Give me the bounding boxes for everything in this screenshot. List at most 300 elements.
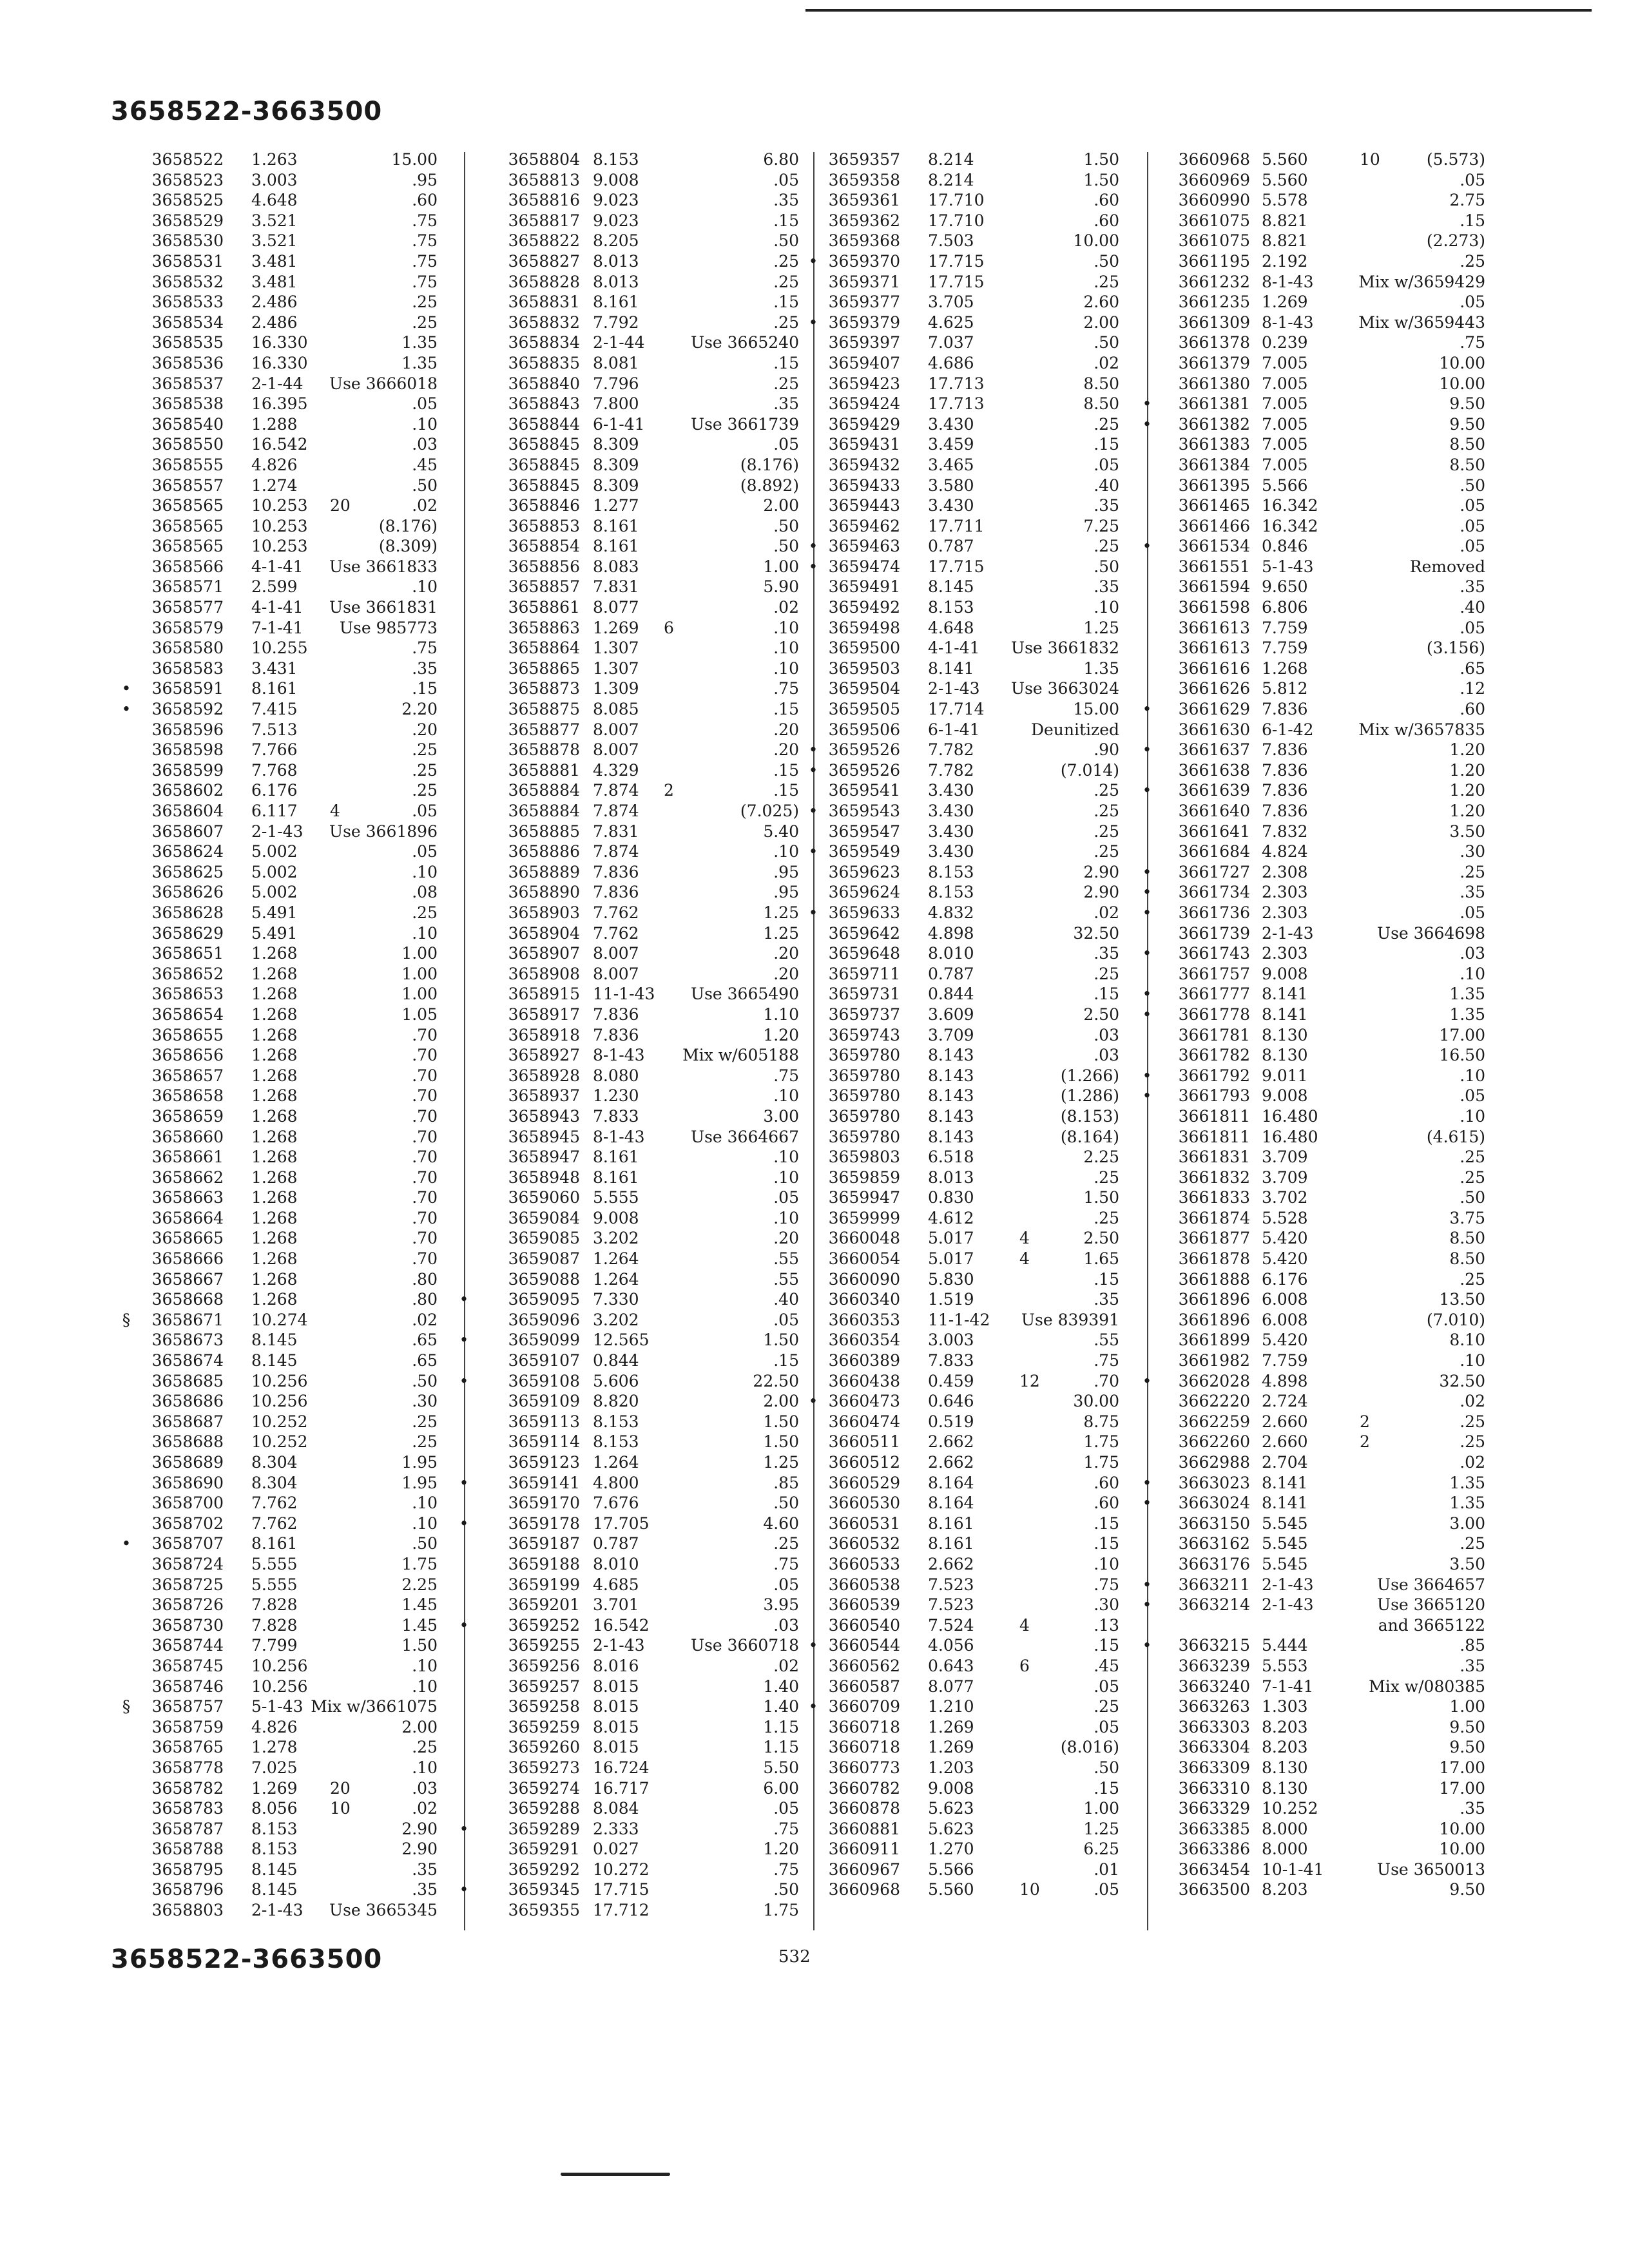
part-value: 4.056: [928, 1636, 974, 1655]
list-item: [137, 964, 472, 985]
price-or-note: Mix w/3661075: [311, 1697, 438, 1716]
row-marker: •: [1142, 394, 1152, 414]
price-or-note: 30.00: [1073, 1392, 1119, 1411]
part-value: 7.836: [1262, 802, 1308, 820]
list-item: [813, 1656, 1148, 1677]
part-value: 5.420: [1262, 1249, 1308, 1269]
list-item: [464, 353, 815, 374]
list-item: [464, 720, 815, 740]
price-or-note: .50: [773, 1880, 799, 1899]
part-number: 3660532: [828, 1534, 900, 1553]
part-value: 8.007: [593, 740, 639, 760]
part-value: 8.143: [928, 1066, 974, 1085]
part-number: 3663023: [1178, 1473, 1250, 1492]
part-value: 8.143: [928, 1086, 974, 1106]
part-number: 3661534: [1178, 537, 1250, 556]
part-value: 2.662: [928, 1554, 974, 1573]
list-item: [1147, 190, 1498, 211]
part-number: 3661982: [1178, 1351, 1250, 1370]
part-number: 3658700: [151, 1494, 224, 1513]
part-number: 3658629: [151, 923, 224, 943]
part-number: 3659113: [508, 1412, 580, 1431]
part-number: 3658724: [151, 1554, 224, 1573]
part-number: 3659397: [828, 333, 900, 352]
row-marker: •: [1142, 414, 1152, 434]
part-value: 3.705: [928, 293, 974, 312]
part-value: 8.153: [593, 150, 639, 169]
price-or-note: .25: [1460, 1168, 1485, 1187]
price-or-note: 1.95: [401, 1453, 438, 1472]
list-item: [464, 903, 815, 923]
price-or-note: 8.50: [1449, 435, 1485, 454]
price-or-note: 1.25: [763, 1453, 799, 1472]
part-number: 3658804: [508, 150, 580, 169]
price-or-note: .25: [1460, 1412, 1485, 1431]
part-number: 3658532: [151, 272, 224, 291]
list-item: [464, 1432, 815, 1452]
part-value: 0.830: [928, 1188, 974, 1207]
part-number: 3658624: [151, 842, 224, 861]
part-value: 6.806: [1262, 598, 1308, 617]
price-or-note: .12: [1460, 679, 1485, 698]
part-number: 3659623: [828, 862, 900, 881]
list-item: [813, 1004, 1148, 1025]
part-number: 3658725: [151, 1575, 224, 1594]
price-or-note: 2.75: [1449, 191, 1485, 210]
part-number: 3659743: [828, 1025, 900, 1044]
part-number: 3658707: [151, 1534, 224, 1553]
list-item: [137, 1168, 472, 1188]
part-number: 3658745: [151, 1656, 224, 1675]
part-value: 8.141: [1262, 985, 1308, 1004]
part-number: 3663454: [1178, 1860, 1250, 1879]
part-value: 5.606: [593, 1371, 639, 1390]
part-number: 3658795: [151, 1860, 224, 1879]
list-item: [813, 414, 1148, 435]
part-number: 3661232: [1178, 272, 1250, 291]
list-item: [137, 1554, 472, 1575]
part-value: 8.141: [1262, 1004, 1308, 1024]
part-value: 5.578: [1262, 191, 1308, 210]
part-value: 10.253: [251, 516, 308, 535]
list-item: [464, 1860, 815, 1880]
price-or-note: 2.25: [1083, 1148, 1119, 1167]
list-item: [137, 272, 472, 293]
list-item: [464, 149, 815, 170]
part-number: 3658890: [508, 883, 580, 902]
list-item: [808, 740, 1148, 760]
price-or-note: .35: [1094, 944, 1119, 963]
price-or-note: .02: [412, 1799, 438, 1818]
part-value: 10.256: [251, 1677, 308, 1696]
part-number: 3659096: [508, 1310, 580, 1329]
list-item: [121, 678, 472, 699]
part-number: 3660438: [828, 1371, 900, 1390]
price-or-note: .80: [412, 1269, 438, 1289]
part-number: 3661896: [1178, 1310, 1250, 1329]
part-value: 8.820: [593, 1392, 639, 1411]
part-number: 3658665: [151, 1229, 224, 1248]
bottom-rule: [561, 2173, 670, 2176]
list-item: [137, 1595, 472, 1615]
price-or-note: .10: [1460, 1351, 1485, 1370]
list-item: [137, 170, 472, 191]
price-or-note: 2.50: [1083, 1229, 1119, 1248]
price-or-note: .70: [412, 1168, 438, 1187]
list-item: [813, 882, 1148, 903]
part-value: 7.768: [251, 760, 298, 780]
part-value: 16.480: [1262, 1127, 1318, 1146]
part-number: 3663214: [1178, 1595, 1250, 1615]
page-number: 532: [778, 1947, 811, 1966]
part-value: 1.210: [928, 1697, 974, 1716]
price-or-note: 2.90: [401, 1840, 438, 1859]
part-number: 3660911: [828, 1840, 900, 1859]
quantity: 2: [664, 781, 674, 800]
price-or-note: .10: [1460, 964, 1485, 983]
part-value: 8.143: [928, 1046, 974, 1065]
part-value: 4.648: [251, 191, 298, 210]
list-item: [808, 903, 1148, 923]
part-number: 3659357: [828, 150, 900, 169]
row-marker: •: [459, 1880, 469, 1899]
list-item: [137, 1025, 472, 1046]
price-or-note: .70: [412, 1066, 438, 1085]
part-number: 3661888: [1178, 1269, 1250, 1289]
price-or-note: .65: [412, 1351, 438, 1370]
part-number: 3661382: [1178, 414, 1250, 434]
part-value: 3.702: [1262, 1188, 1308, 1207]
list-item: [1147, 841, 1498, 862]
part-number: 3658726: [151, 1595, 224, 1615]
list-item: [813, 618, 1148, 639]
part-number: 3660718: [828, 1717, 900, 1736]
part-number: 3658565: [151, 516, 224, 535]
price-or-note: (2.273): [1426, 231, 1485, 251]
part-value: 1.264: [593, 1269, 639, 1289]
list-item: [464, 1228, 815, 1249]
part-number: 3658580: [151, 639, 224, 658]
list-item: [808, 1696, 1148, 1717]
price-or-note: Use 3660718: [691, 1636, 799, 1655]
part-value: 2.486: [251, 293, 298, 312]
part-number: 3661629: [1178, 700, 1250, 719]
price-or-note: .25: [1094, 414, 1119, 434]
price-or-note: .35: [1460, 883, 1485, 902]
part-number: 3658591: [151, 679, 224, 698]
part-value: 8.164: [928, 1494, 974, 1513]
list-item: [137, 516, 472, 537]
price-or-note: 6.25: [1083, 1840, 1119, 1859]
part-number: 3663386: [1178, 1840, 1250, 1859]
price-or-note: .35: [1460, 577, 1485, 597]
part-value: 7.762: [251, 1514, 298, 1533]
list-item: [1147, 1106, 1498, 1127]
list-item: [1142, 414, 1498, 435]
list-item: [813, 943, 1148, 964]
part-value: 7-1-41: [251, 618, 304, 637]
price-or-note: .30: [412, 1392, 438, 1411]
part-value: 4.686: [928, 353, 974, 372]
price-or-note: .75: [773, 1819, 799, 1838]
list-item: [137, 1187, 472, 1208]
list-item: [1142, 394, 1498, 414]
part-number: 3658828: [508, 272, 580, 291]
price-or-note: 1.15: [763, 1738, 799, 1757]
part-value: 3.465: [928, 455, 974, 474]
list-item: [137, 1575, 472, 1595]
part-number: 3660968: [1178, 150, 1250, 169]
part-value: 8.214: [928, 170, 974, 189]
price-or-note: .45: [412, 455, 438, 474]
list-item: [464, 292, 815, 312]
part-number: 3658686: [151, 1392, 224, 1411]
part-value: 8.084: [593, 1799, 639, 1818]
price-or-note: .25: [412, 312, 438, 332]
price-or-note: .10: [412, 1494, 438, 1513]
list-item: [1142, 1066, 1498, 1086]
part-number: 3658918: [508, 1025, 580, 1044]
part-number: 3659462: [828, 516, 900, 535]
price-or-note: .10: [1094, 598, 1119, 617]
price-or-note: .15: [412, 679, 438, 698]
list-item: [1147, 1350, 1498, 1371]
quantity: 12: [1019, 1371, 1040, 1390]
part-value: 8-1-43: [1262, 312, 1314, 332]
part-number: 3660511: [828, 1432, 900, 1452]
part-number: 3658659: [151, 1106, 224, 1126]
price-or-note: .25: [773, 251, 799, 271]
price-or-note: 9.50: [1449, 1717, 1485, 1736]
price-or-note: .03: [1460, 944, 1485, 963]
list-item: [1147, 1656, 1498, 1677]
part-number: 3658565: [151, 496, 224, 515]
list-item: [813, 1432, 1148, 1452]
part-number: 3658689: [151, 1453, 224, 1472]
part-value: 3.430: [928, 781, 974, 800]
price-or-note: 2.00: [1083, 312, 1119, 332]
part-number: 3658685: [151, 1371, 224, 1390]
list-item: [808, 1391, 1148, 1412]
list-item: [137, 658, 472, 679]
part-value: 3.481: [251, 251, 298, 271]
list-item: [464, 1249, 815, 1269]
list-item: [137, 720, 472, 740]
price-or-note: (1.266): [1060, 1066, 1119, 1085]
price-or-note: .10: [412, 414, 438, 434]
part-value: 10.256: [251, 1392, 308, 1411]
part-number: 3658656: [151, 1046, 224, 1065]
part-value: 5.553: [1262, 1656, 1308, 1675]
list-item: [813, 149, 1148, 170]
price-or-note: .10: [412, 923, 438, 943]
price-or-note: .75: [412, 211, 438, 230]
part-value: 10.253: [251, 537, 308, 556]
part-number: 3660353: [828, 1310, 900, 1329]
list-item: [137, 638, 472, 658]
list-item: [1147, 1228, 1498, 1249]
list-item: [813, 353, 1148, 374]
part-number: 3658533: [151, 293, 224, 312]
part-value: 0.027: [593, 1840, 639, 1859]
price-or-note: .35: [1094, 496, 1119, 515]
part-number: 3658947: [508, 1148, 580, 1167]
part-value: 7.762: [593, 923, 639, 943]
part-number: 3658538: [151, 394, 224, 414]
part-number: 3658702: [151, 1514, 224, 1533]
price-or-note: 22.50: [753, 1371, 799, 1390]
list-item: [464, 1310, 815, 1331]
part-value: 5.560: [1262, 170, 1308, 189]
part-value: 2.724: [1262, 1392, 1308, 1411]
price-or-note: 1.50: [763, 1412, 799, 1431]
part-value: 16.342: [1262, 496, 1318, 515]
part-number: 3658937: [508, 1086, 580, 1106]
list-item: [137, 1656, 472, 1677]
part-number: 3663239: [1178, 1656, 1250, 1675]
part-number: 3663176: [1178, 1554, 1250, 1573]
list-item: [813, 1187, 1148, 1208]
list-item: [464, 760, 815, 781]
list-item: [464, 1900, 815, 1921]
list-item: [121, 1533, 472, 1554]
price-or-note: .55: [773, 1249, 799, 1269]
price-or-note: 1.50: [401, 1636, 438, 1655]
list-item: [137, 740, 472, 760]
part-value: 7.800: [593, 394, 639, 414]
price-or-note: .02: [773, 1656, 799, 1675]
part-number: 3658827: [508, 251, 580, 271]
list-item: [464, 780, 815, 801]
parts-column-3: [808, 149, 1148, 1900]
price-or-note: 2.90: [1083, 862, 1119, 881]
part-value: 6.176: [1262, 1269, 1308, 1289]
list-item: [1147, 1045, 1498, 1066]
part-value: 10.256: [251, 1656, 308, 1675]
part-value: 1.269: [928, 1717, 974, 1736]
price-or-note: .10: [773, 842, 799, 861]
part-value: 7.503: [928, 231, 974, 251]
price-or-note: 2.00: [401, 1717, 438, 1736]
price-or-note: .20: [773, 720, 799, 739]
part-value: 0.844: [593, 1351, 639, 1370]
part-value: 1.268: [251, 1066, 298, 1085]
list-item: [137, 1819, 472, 1840]
part-value: 3.003: [928, 1331, 974, 1350]
part-value: 16.717: [593, 1778, 650, 1798]
list-item: [137, 1330, 472, 1350]
part-number: 3659711: [828, 964, 900, 983]
part-number: 3659201: [508, 1595, 580, 1615]
part-number: 3659257: [508, 1677, 580, 1696]
part-number: 3663385: [1178, 1819, 1250, 1838]
price-or-note: .20: [773, 964, 799, 983]
part-value: 9.023: [593, 191, 639, 210]
list-item: [464, 312, 815, 333]
price-or-note: .50: [773, 516, 799, 535]
part-value: 7.836: [1262, 740, 1308, 760]
price-or-note: .02: [1094, 903, 1119, 922]
price-or-note: .15: [773, 781, 799, 800]
list-item: [464, 1168, 815, 1188]
part-number: 3659429: [828, 414, 900, 434]
list-item: [1147, 1839, 1498, 1860]
price-or-note: (4.615): [1426, 1127, 1485, 1146]
part-number: 3658845: [508, 476, 580, 495]
list-item: [459, 1371, 815, 1392]
part-value: 8.161: [928, 1514, 974, 1533]
list-item: [813, 1452, 1148, 1473]
list-item: [464, 984, 815, 1004]
list-item: [1147, 1168, 1498, 1188]
list-item: [464, 740, 815, 760]
part-number: 3663240: [1178, 1677, 1250, 1696]
part-value: 17.710: [928, 191, 985, 210]
part-number: 3658666: [151, 1249, 224, 1269]
price-or-note: .25: [1094, 1168, 1119, 1187]
list-item: [813, 1717, 1148, 1738]
list-item: [464, 577, 815, 597]
price-or-note: .95: [773, 883, 799, 902]
row-marker: •: [459, 1290, 469, 1309]
part-value: 4.329: [593, 760, 639, 780]
part-number: 3658917: [508, 1004, 580, 1024]
price-or-note: .30: [1460, 842, 1485, 861]
part-number: 3658730: [151, 1615, 224, 1635]
part-number: 3660967: [828, 1860, 900, 1879]
part-value: 2.599: [251, 577, 298, 597]
part-number: 3658557: [151, 476, 224, 495]
list-item: [813, 984, 1148, 1004]
part-value: 1.519: [928, 1290, 974, 1309]
list-item: [464, 1677, 815, 1697]
list-item: [137, 1066, 472, 1086]
price-or-note: .70: [1094, 1371, 1119, 1390]
part-value: 8.143: [928, 1127, 974, 1146]
list-item: [1147, 1778, 1498, 1799]
part-value: 17.710: [928, 211, 985, 230]
part-number: 3659362: [828, 211, 900, 230]
part-number: 3661782: [1178, 1046, 1250, 1065]
price-or-note: .25: [1094, 964, 1119, 983]
list-item: [1147, 1452, 1498, 1473]
list-item: [137, 1514, 472, 1534]
part-value: 1.264: [593, 1453, 639, 1472]
part-value: 2-1-43: [1262, 923, 1314, 943]
list-item: [137, 577, 472, 597]
list-item: [464, 536, 815, 557]
part-value: 9.008: [928, 1778, 974, 1798]
row-marker: §: [122, 1697, 131, 1716]
price-or-note: Use 3661896: [329, 822, 438, 841]
price-or-note: .05: [412, 842, 438, 861]
quantity: 20: [330, 1778, 351, 1798]
part-value: 0.787: [593, 1534, 639, 1553]
part-value: 5.528: [1262, 1208, 1308, 1227]
row-marker: •: [1142, 862, 1152, 881]
price-or-note: .01: [1094, 1860, 1119, 1879]
parts-column-2: [459, 149, 815, 1921]
part-number: 3658654: [151, 1004, 224, 1024]
part-value: 17.714: [928, 700, 985, 719]
part-value: 3.709: [928, 1025, 974, 1044]
list-item: [137, 1147, 472, 1168]
price-or-note: .70: [412, 1249, 438, 1269]
part-number: 3659199: [508, 1575, 580, 1594]
part-number: 3658537: [151, 374, 224, 393]
part-value: 8.015: [593, 1697, 639, 1716]
part-value: 1.268: [1262, 658, 1308, 678]
